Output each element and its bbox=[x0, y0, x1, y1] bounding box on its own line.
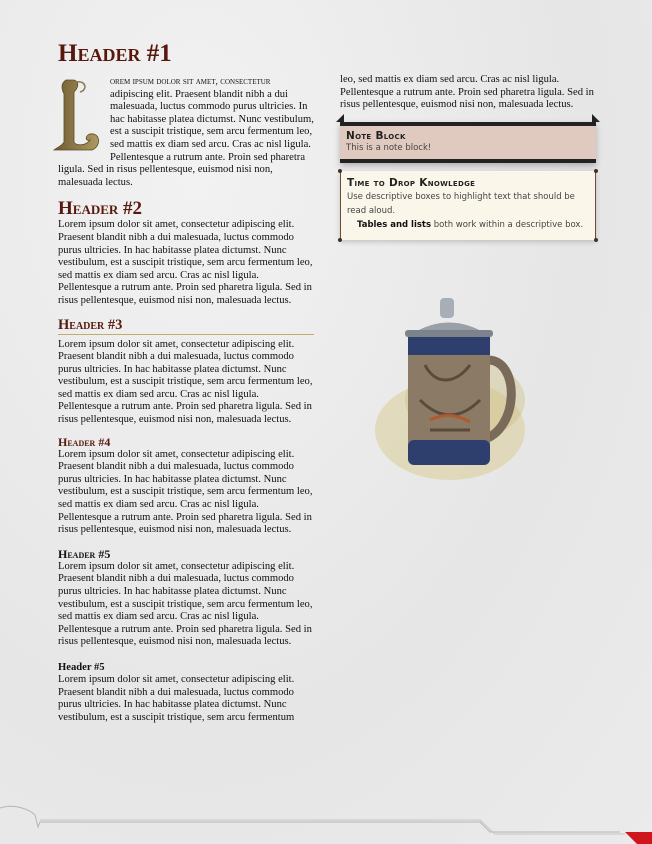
note-title: Note Block bbox=[346, 129, 406, 142]
paragraph-5: Lorem ipsum dolor sit amet, consectetur adipiscing elit. Praesent blandit nibh a dui malesuada, luctus commodo purus ultricies. In hac habitasse platea dictumst. Nunc vestibulum, est a suscipit tristique, sem arcu fermentum leo, sed mattis ex diam sed arcu. Cras ac nisl ligula. Pellentesque a rutrum ante. Proin sed pharetra ligula. Sed in risus pellentesque, euismod nisi non, malesuada lectus. bbox=[58, 560, 313, 648]
page-footer-ornament bbox=[0, 795, 652, 844]
right-column bbox=[340, 74, 596, 240]
footer-accent bbox=[625, 832, 652, 844]
corner-dot bbox=[594, 238, 598, 242]
left-column bbox=[58, 40, 314, 724]
note-block bbox=[340, 122, 596, 164]
descriptive-title: Time to Drop Knowledge bbox=[347, 177, 476, 190]
corner-ornament bbox=[592, 114, 600, 122]
descriptive-box bbox=[340, 171, 596, 240]
drop-cap-letter-l bbox=[52, 76, 102, 158]
paragraph-3: Lorem ipsum dolor sit amet, consectetur adipiscing elit. Praesent blandit nibh a dui malesuada, luctus commodo purus ultricies. In hac habitasse platea dictumst. Nunc vestibulum, est a suscipit tristique, sem arcu fermentum leo, sed mattis ex diam sed arcu. Cras ac nisl ligula. Pellentesque a rutrum ante. Proin sed pharetra ligula. Sed in risus pellentesque, euismod nisi non, malesuada lectus. bbox=[58, 338, 313, 426]
paragraph-2: Lorem ipsum dolor sit amet, consectetur adipiscing elit. Praesent blandit nibh a dui malesuada, luctus commodo purus ultricies. In hac habitasse platea dictumst. Nunc vestibulum, est a suscipit tristique, sem arcu fermentum leo, sed mattis ex diam sed arcu. Cras ac nisl ligula. Pellentesque a rutrum ante. Proin sed pharetra ligula. Sed in risus pellentesque, euismod nisi non, malesuada lectus. bbox=[58, 219, 313, 306]
corner-dot bbox=[594, 169, 598, 173]
header-2: Header #2 bbox=[58, 198, 143, 220]
paragraph-1: orem ipsum dolor sit amet, consectetur adipiscing elit. Praesent blandit nibh a dui malesuada, luctus commodo purus ultricies. In hac habitasse platea dictumst. Nunc vestibulum, est a suscipit tristique, sem arcu fermentum leo, sed mattis ex diam sed arcu. Cras ac nisl ligula. Pellentesque a rutrum ante. Proin sed pharetra ligula. Sed in risus pellentesque, euismod nisi non, malesuada lectus. bbox=[58, 76, 314, 189]
header-3: Header #3 bbox=[58, 317, 314, 335]
header-6: Header #5 bbox=[58, 661, 105, 673]
beer-stein-image bbox=[370, 290, 540, 495]
paragraph-6: Lorem ipsum dolor sit amet, consectetur adipiscing elit. Praesent blandit nibh a dui malesuada, luctus commodo purus ultricies. In hac habitasse platea dictumst. Nunc vestibulum, est a suscipit tristique, sem arcu fermentum bbox=[58, 673, 295, 723]
paragraph-4: Lorem ipsum dolor sit amet, consectetur adipiscing elit. Praesent blandit nibh a dui malesuada, luctus commodo purus ultricies. In hac habitasse platea dictumst. Nunc vestibulum, est a suscipit tristique, sem arcu fermentum leo, sed mattis ex diam sed arcu. Cras ac nisl ligula. Pellentesque a rutrum ante. Proin sed pharetra ligula. Sed in risus pellentesque, euismod nisi non, malesuada lectus. bbox=[58, 448, 313, 536]
paragraph-continued: leo, sed mattis ex diam sed arcu. Cras ac nisl ligula. Pellentesque a rutrum ante. Proin sed pharetra ligula. Sed in risus pellentesque, euismod nisi non, malesuada lectus. bbox=[340, 74, 594, 111]
header-4: Header #4 bbox=[58, 434, 111, 449]
corner-dot bbox=[338, 169, 342, 173]
header-5: Header #5 bbox=[58, 546, 111, 561]
corner-ornament bbox=[336, 114, 344, 122]
header-1: Header #1 bbox=[58, 40, 172, 67]
corner-dot bbox=[338, 238, 342, 242]
note-body: This is a note block! bbox=[346, 143, 432, 154]
descriptive-line: Tables and lists both work within a descriptive box. bbox=[357, 220, 584, 231]
descriptive-body: Use descriptive boxes to highlight text that should be read aloud. bbox=[347, 192, 575, 217]
